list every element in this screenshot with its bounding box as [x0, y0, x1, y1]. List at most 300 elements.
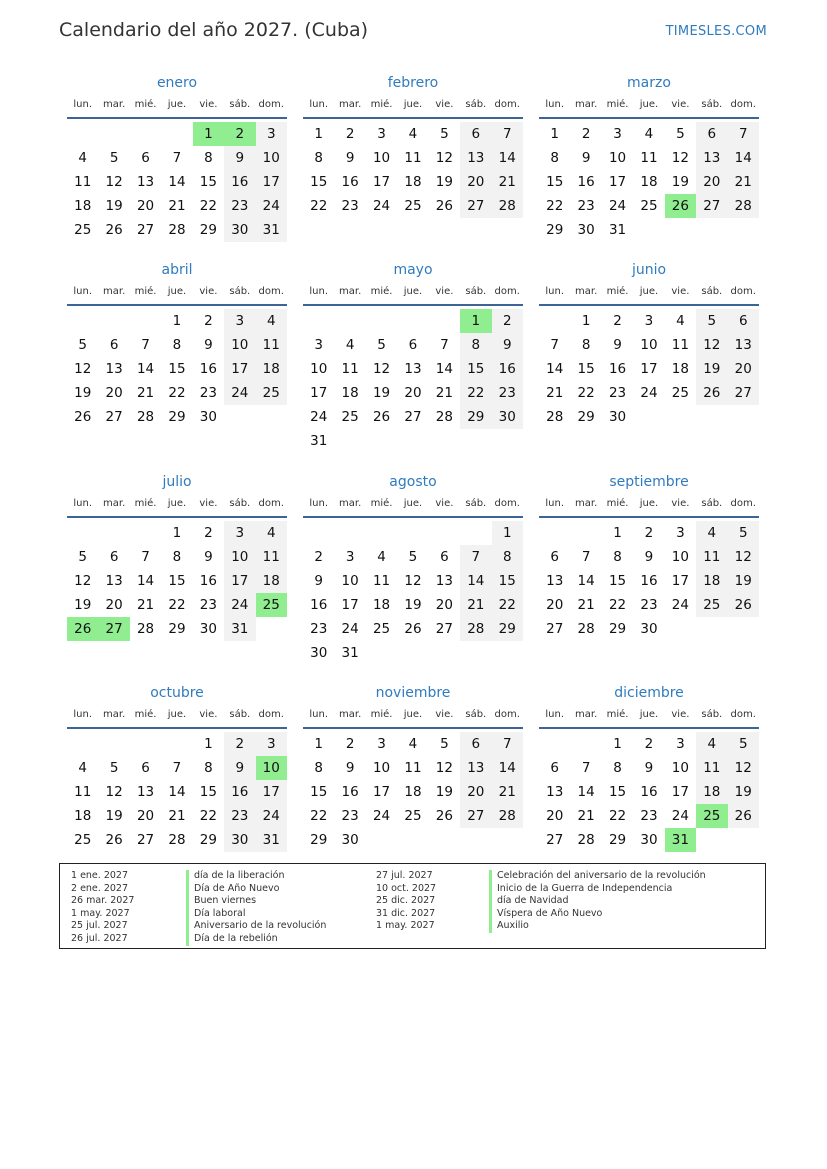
weekday-label: sáb. [465, 99, 487, 110]
weekend-day-cell: 21 [460, 593, 491, 617]
day-cell: 17 [372, 784, 391, 800]
day-cell: 28 [577, 832, 595, 848]
day-cell: 1 [172, 313, 182, 329]
weekday-label: vie. [671, 286, 690, 297]
day-cell: 20 [105, 597, 123, 613]
day-grid [67, 521, 287, 641]
day-grid [539, 309, 759, 429]
day-cell: 15 [546, 174, 564, 190]
empty-cell [130, 732, 161, 756]
weekend-day-cell: 11 [696, 756, 727, 780]
day-cell: 5 [78, 337, 87, 353]
day-cell: 22 [199, 198, 217, 214]
weekday-label: lun. [545, 709, 565, 720]
day-grid [303, 521, 523, 665]
day-cell: 20 [546, 808, 564, 824]
day-cell: 19 [74, 385, 92, 401]
weekend-day-cell: 17 [256, 170, 287, 194]
legend-holiday: Auxilio [497, 920, 529, 932]
day-cell: 8 [314, 150, 323, 166]
weekday-label: sáb. [229, 99, 251, 110]
empty-cell [67, 521, 98, 545]
weekend-day-cell: 4 [256, 309, 287, 333]
weekday-label: mié. [370, 286, 393, 297]
day-cell: 13 [136, 784, 155, 800]
weekday-header [539, 703, 759, 729]
weekend-day-cell: 7 [460, 545, 491, 569]
weekend-day-cell: 8 [492, 545, 523, 569]
day-cell: 3 [613, 126, 622, 142]
weekend-day-cell: 10 [224, 333, 255, 357]
day-cell: 24 [640, 385, 658, 401]
holiday-legend [59, 863, 766, 949]
day-cell: 25 [404, 198, 422, 214]
day-cell: 12 [105, 174, 123, 190]
day-cell: 17 [608, 174, 627, 190]
day-cell: 7 [440, 337, 449, 353]
legend-holiday: Buen viernes [194, 895, 257, 907]
weekday-label: lun. [309, 498, 329, 509]
day-cell: 6 [141, 760, 150, 776]
weekday-label: jue. [167, 498, 187, 509]
weekday-label: vie. [199, 709, 218, 720]
day-cell: 4 [345, 337, 355, 353]
weekday-label: mar. [103, 498, 126, 509]
day-cell: 26 [435, 808, 453, 824]
weekday-header [303, 492, 523, 518]
day-cell: 11 [404, 150, 422, 166]
weekday-label: jue. [403, 99, 423, 110]
weekend-day-cell: 18 [256, 357, 287, 381]
weekday-label: dom. [730, 709, 756, 720]
day-cell: 19 [404, 597, 422, 613]
weekend-day-cell: 7 [492, 122, 523, 146]
weekend-day-cell: 10 [256, 146, 287, 170]
legend-holiday: día de Navidad [497, 895, 569, 907]
weekend-day-cell: 16 [492, 357, 523, 381]
empty-cell [161, 732, 192, 756]
weekend-day-cell: 4 [696, 521, 727, 545]
day-cell: 22 [546, 198, 564, 214]
weekday-header [67, 492, 287, 518]
legend-date: 26 jul. 2027 [71, 932, 128, 944]
day-cell: 4 [78, 760, 87, 776]
weekday-label: vie. [435, 99, 454, 110]
weekday-label: lun. [545, 498, 565, 509]
day-grid [303, 309, 523, 453]
day-cell: 11 [640, 150, 658, 166]
empty-cell [98, 732, 129, 756]
day-cell: 8 [550, 150, 559, 166]
day-cell: 30 [199, 409, 217, 425]
day-cell: 12 [74, 573, 92, 589]
weekend-day-cell: 26 [728, 804, 759, 828]
empty-cell [130, 309, 161, 333]
weekday-label: lun. [309, 709, 329, 720]
month-julio [67, 472, 287, 641]
empty-cell [98, 521, 129, 545]
day-cell: 23 [640, 597, 658, 613]
day-cell: 16 [577, 174, 595, 190]
day-cell: 12 [435, 150, 453, 166]
day-cell: 7 [141, 549, 150, 565]
weekend-day-cell: 10 [224, 545, 255, 569]
weekend-day-cell: 28 [492, 194, 523, 218]
weekend-day-cell: 24 [256, 804, 287, 828]
weekday-label: vie. [671, 498, 690, 509]
empty-cell [397, 309, 428, 333]
weekday-label: vie. [435, 709, 454, 720]
day-cell: 21 [168, 808, 186, 824]
weekend-day-cell: 18 [696, 780, 727, 804]
weekday-label: vie. [671, 99, 690, 110]
day-cell: 5 [78, 549, 87, 565]
day-cell: 6 [141, 150, 150, 166]
day-cell: 12 [372, 361, 391, 377]
legend-names-left [194, 870, 326, 946]
weekday-label: sáb. [465, 498, 487, 509]
empty-cell [570, 521, 601, 545]
legend-holiday: Aniversario de la revolución [194, 920, 327, 932]
legend-holiday: Víspera de Año Nuevo [497, 907, 603, 919]
weekday-label: mar. [339, 498, 362, 509]
day-cell: 28 [136, 409, 155, 425]
weekday-label: mar. [575, 709, 598, 720]
day-cell: 18 [341, 385, 359, 401]
weekend-day-cell: 16 [224, 170, 255, 194]
month-noviembre [303, 683, 523, 852]
day-cell: 20 [404, 385, 422, 401]
day-cell: 18 [74, 198, 92, 214]
day-cell: 29 [310, 832, 328, 848]
weekend-day-cell: 13 [696, 146, 727, 170]
weekend-day-cell: 5 [728, 732, 759, 756]
weekday-header [303, 280, 523, 306]
month-mayo [303, 260, 523, 453]
weekday-label: lun. [73, 498, 93, 509]
weekday-label: dom. [730, 99, 756, 110]
day-cell: 2 [613, 313, 622, 329]
weekday-label: jue. [403, 709, 423, 720]
month-diciembre [539, 683, 759, 852]
day-cell: 14 [546, 361, 564, 377]
day-cell: 16 [199, 573, 217, 589]
weekend-day-cell: 9 [492, 333, 523, 357]
weekend-day-cell: 3 [256, 732, 287, 756]
weekend-day-cell: 12 [728, 545, 759, 569]
brand-link[interactable]: TIMESLES.COM [665, 24, 767, 39]
day-cell: 22 [168, 597, 186, 613]
day-cell: 24 [341, 621, 359, 637]
day-cell: 9 [644, 760, 654, 776]
legend-date: 25 dic. 2027 [376, 895, 436, 907]
day-cell: 7 [141, 337, 150, 353]
day-cell: 7 [550, 337, 559, 353]
weekend-day-cell: 12 [728, 756, 759, 780]
holiday-day-cell: 25 [256, 593, 287, 617]
weekday-label: vie. [199, 498, 218, 509]
weekday-label: lun. [545, 286, 565, 297]
weekend-day-cell: 4 [696, 732, 727, 756]
weekday-label: mié. [134, 709, 157, 720]
weekend-day-cell: 15 [460, 357, 491, 381]
day-cell: 1 [204, 736, 213, 752]
weekend-day-cell: 11 [696, 545, 727, 569]
weekend-day-cell: 7 [492, 732, 523, 756]
day-cell: 21 [435, 385, 453, 401]
month-agosto [303, 472, 523, 665]
weekday-label: jue. [167, 709, 187, 720]
legend-holiday: Celebración del aniversario de la revolución [497, 870, 706, 881]
day-cell: 8 [613, 549, 622, 565]
day-cell: 26 [372, 409, 391, 425]
weekend-day-cell: 18 [696, 569, 727, 593]
day-cell: 11 [671, 337, 689, 353]
empty-cell [570, 732, 601, 756]
day-cell: 8 [314, 760, 323, 776]
weekend-day-cell: 21 [728, 170, 759, 194]
day-cell: 6 [109, 337, 119, 353]
weekday-label: dom. [258, 709, 284, 720]
weekday-label: dom. [494, 498, 520, 509]
weekend-day-cell: 11 [256, 545, 287, 569]
weekend-day-cell: 28 [728, 194, 759, 218]
weekday-label: lun. [73, 286, 93, 297]
legend-color-bar [186, 870, 189, 946]
day-cell: 9 [204, 549, 213, 565]
weekday-label: jue. [167, 99, 187, 110]
weekday-label: jue. [403, 498, 423, 509]
weekday-label: jue. [639, 99, 659, 110]
day-cell: 23 [341, 808, 359, 824]
day-cell: 13 [546, 784, 564, 800]
day-cell: 17 [310, 385, 328, 401]
day-cell: 22 [199, 808, 217, 824]
day-cell: 10 [310, 361, 328, 377]
day-cell: 17 [671, 573, 689, 589]
month-name: diciembre [614, 685, 684, 701]
day-cell: 3 [377, 126, 386, 142]
day-cell: 25 [74, 222, 92, 238]
day-cell: 11 [74, 784, 92, 800]
day-cell: 15 [310, 174, 328, 190]
weekend-day-cell: 1 [492, 521, 523, 545]
day-cell: 19 [372, 385, 391, 401]
empty-cell [429, 309, 460, 333]
legend-holiday: Día laboral [194, 907, 246, 919]
weekend-day-cell: 25 [256, 381, 287, 405]
weekday-label: jue. [639, 709, 659, 720]
weekday-label: jue. [639, 286, 659, 297]
day-cell: 7 [581, 549, 591, 565]
legend-holiday: Inicio de la Guerra de Independencia [497, 882, 673, 894]
weekend-day-cell: 27 [696, 194, 727, 218]
day-cell: 30 [199, 621, 217, 637]
day-cell: 13 [546, 573, 564, 589]
weekend-day-cell: 31 [256, 828, 287, 852]
day-cell: 4 [408, 736, 418, 752]
day-cell: 28 [168, 222, 186, 238]
weekday-label: vie. [435, 286, 454, 297]
weekend-day-cell: 17 [224, 569, 255, 593]
day-cell: 26 [404, 621, 422, 637]
legend-names-right [497, 870, 706, 933]
holiday-day-cell: 27 [98, 617, 129, 641]
weekend-day-cell: 30 [492, 405, 523, 429]
day-cell: 12 [671, 150, 689, 166]
month-junio [539, 260, 759, 429]
weekend-day-cell: 31 [256, 218, 287, 242]
weekend-day-cell: 21 [492, 170, 523, 194]
day-cell: 19 [435, 784, 453, 800]
weekend-day-cell: 24 [224, 381, 255, 405]
day-cell: 25 [341, 409, 359, 425]
empty-cell [539, 309, 570, 333]
weekend-day-cell: 17 [224, 357, 255, 381]
day-cell: 25 [404, 808, 422, 824]
day-cell: 17 [640, 361, 658, 377]
legend-holiday: Día de Año Nuevo [194, 882, 280, 894]
day-cell: 8 [172, 549, 182, 565]
weekend-day-cell: 30 [224, 828, 255, 852]
day-cell: 15 [310, 784, 328, 800]
day-cell: 21 [577, 808, 595, 824]
page-title: Calendario del año 2027. (Cuba) [59, 19, 369, 41]
weekend-day-cell: 12 [696, 333, 727, 357]
day-cell: 28 [546, 409, 564, 425]
weekday-label: dom. [730, 498, 756, 509]
day-cell: 12 [404, 573, 422, 589]
day-cell: 6 [440, 549, 449, 565]
weekday-label: sáb. [465, 709, 487, 720]
weekend-day-cell: 3 [224, 309, 255, 333]
weekend-day-cell: 28 [492, 804, 523, 828]
day-cell: 14 [577, 573, 595, 589]
weekday-label: mar. [575, 99, 598, 110]
day-cell: 10 [341, 573, 359, 589]
day-cell: 15 [608, 784, 627, 800]
legend-date: 31 dic. 2027 [376, 907, 436, 919]
weekday-label: dom. [494, 99, 520, 110]
weekend-day-cell: 31 [224, 617, 255, 641]
weekday-label: mié. [370, 498, 393, 509]
weekend-day-cell: 6 [696, 122, 727, 146]
weekday-label: lun. [545, 99, 565, 110]
weekday-label: mié. [370, 709, 393, 720]
day-cell: 31 [608, 222, 627, 238]
weekday-label: vie. [199, 99, 218, 110]
day-cell: 1 [172, 525, 182, 541]
weekend-day-cell: 2 [492, 309, 523, 333]
empty-cell [161, 122, 192, 146]
day-cell: 30 [341, 832, 359, 848]
day-cell: 22 [608, 597, 627, 613]
day-grid [303, 732, 523, 852]
day-cell: 23 [199, 597, 217, 613]
month-name: agosto [389, 474, 437, 490]
day-cell: 9 [314, 573, 323, 589]
day-cell: 19 [105, 808, 123, 824]
weekday-label: mié. [606, 99, 629, 110]
day-cell: 14 [168, 784, 186, 800]
day-cell: 10 [671, 549, 689, 565]
day-cell: 12 [74, 361, 92, 377]
day-cell: 6 [109, 549, 119, 565]
holiday-day-cell: 10 [256, 756, 287, 780]
weekday-label: sáb. [229, 709, 251, 720]
weekend-day-cell: 23 [224, 194, 255, 218]
weekday-label: dom. [730, 286, 756, 297]
day-cell: 2 [644, 736, 654, 752]
weekend-day-cell: 11 [256, 333, 287, 357]
weekday-label: mar. [103, 286, 126, 297]
weekday-label: sáb. [701, 709, 723, 720]
day-cell: 24 [671, 808, 689, 824]
holiday-day-cell: 26 [665, 194, 696, 218]
day-cell: 1 [314, 736, 323, 752]
day-cell: 20 [136, 808, 155, 824]
day-cell: 26 [74, 409, 92, 425]
weekend-day-cell: 20 [460, 780, 491, 804]
legend-holiday: Día de la rebelión [194, 932, 278, 944]
day-cell: 3 [676, 525, 685, 541]
weekend-day-cell: 5 [728, 521, 759, 545]
weekday-label: mié. [606, 709, 629, 720]
empty-cell [429, 521, 460, 545]
weekend-day-cell: 6 [460, 732, 491, 756]
weekday-label: dom. [258, 498, 284, 509]
day-cell: 21 [577, 597, 595, 613]
legend-date: 26 mar. 2027 [71, 895, 135, 907]
weekend-day-cell: 26 [728, 593, 759, 617]
day-cell: 19 [435, 174, 453, 190]
day-cell: 8 [204, 150, 213, 166]
month-septiembre [539, 472, 759, 641]
day-cell: 24 [372, 198, 391, 214]
day-cell: 18 [404, 174, 422, 190]
day-cell: 10 [372, 760, 391, 776]
day-cell: 23 [577, 198, 595, 214]
day-cell: 21 [168, 198, 186, 214]
day-cell: 20 [105, 385, 123, 401]
empty-cell [539, 521, 570, 545]
day-cell: 21 [136, 385, 155, 401]
day-cell: 23 [341, 198, 359, 214]
weekday-label: lun. [73, 99, 93, 110]
day-cell: 3 [644, 313, 654, 329]
day-cell: 8 [613, 760, 622, 776]
day-cell: 13 [105, 361, 123, 377]
day-cell: 1 [550, 126, 559, 142]
day-cell: 15 [168, 573, 186, 589]
holiday-day-cell: 26 [67, 617, 98, 641]
day-cell: 1 [314, 126, 323, 142]
day-cell: 4 [408, 126, 418, 142]
day-cell: 14 [435, 361, 453, 377]
day-cell: 10 [608, 150, 627, 166]
day-cell: 29 [199, 832, 217, 848]
day-cell: 20 [136, 198, 155, 214]
day-cell: 5 [408, 549, 418, 565]
weekend-day-cell: 13 [460, 756, 491, 780]
weekday-label: vie. [199, 286, 218, 297]
weekend-day-cell: 27 [460, 194, 491, 218]
weekday-label: mar. [103, 99, 126, 110]
day-cell: 25 [372, 621, 391, 637]
day-cell: 2 [345, 126, 355, 142]
day-cell: 26 [105, 222, 123, 238]
day-cell: 18 [372, 597, 391, 613]
